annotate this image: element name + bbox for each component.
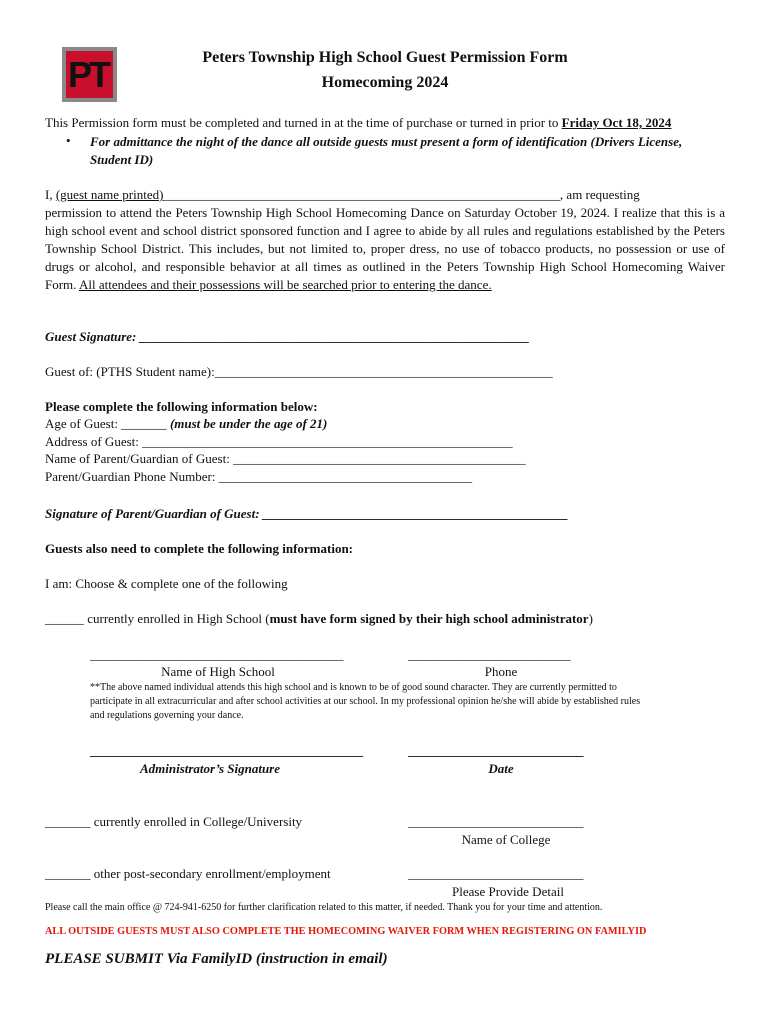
admin-date-blank[interactable]: ___________________________ <box>408 743 584 758</box>
parent-name-field[interactable]: Name of Parent/Guardian of Guest: _____________________________________________ <box>45 451 526 466</box>
info-heading: Please complete the following information below: <box>45 399 318 414</box>
admin-signature-label: Administrator’s Signature <box>139 761 281 776</box>
admin-signature-blank[interactable]: __________________________________________ <box>90 743 363 758</box>
hs-phone-label: Phone <box>484 664 518 679</box>
guest-name-blank[interactable]: _____________________________________________________________ <box>163 187 560 202</box>
hs-name-blank[interactable]: _______________________________________ <box>90 647 344 662</box>
college-name-blank[interactable]: ___________________________ <box>408 814 584 829</box>
form-subtitle: Homecoming 2024 <box>321 74 449 91</box>
submit-instruction: PLEASE SUBMIT Via FamilyID (instruction in email) <box>45 951 388 967</box>
hs-name-label: Name of High School <box>161 664 275 679</box>
bullet-icon: • <box>66 133 71 148</box>
admin-statement-line3: and regulations governing your dance. <box>90 710 244 721</box>
choose-instruction: I am: Choose & complete one of the following <box>45 576 288 591</box>
date-label: Date <box>488 761 514 776</box>
college-option[interactable]: _______ currently enrolled in College/University <box>45 814 303 829</box>
guest-name-line[interactable]: I, (guest name printed)_____________________________________________________________, am requesting <box>45 187 640 202</box>
pths-student-field[interactable]: Guest of: (PTHS Student name):____________________________________________________ <box>45 364 553 379</box>
id-notice-line2: Student ID) <box>90 152 154 167</box>
search-notice: All attendees and their possessions will be searched prior to entering the dance. <box>78 277 492 292</box>
hs-phone-blank[interactable]: _________________________ <box>408 647 571 662</box>
admin-statement-line1: **The above named individual attends this high school and is known to be of good sound character. They are currently permitted to <box>90 682 617 693</box>
agreement-paragraph: permission to attend the Peters Township High School Homecoming Dance on Saturday October 19, 2024. I realize that this is a high school event and school district sponsored function and I agree to abide by all rules and regulations established by the Peters Township School District. This includes, but not limited to, proper dress, no use of tobacco products, no possession or use of drugs or alcohol, and responsible behavior at all times as outlined in the Peters Township High School Homecoming Waiver Form. All attendees and their possessions will be searched prior to entering the dance. <box>45 205 725 292</box>
other-detail-blank[interactable]: ___________________________ <box>408 866 584 881</box>
hs-requirement: must have form signed by their high school administrator <box>269 611 589 626</box>
intro-text: This Permission form must be completed and turned in at the time of purchase or turned in prior to Friday Oct 18, 2024 <box>45 115 672 130</box>
other-option[interactable]: _______ other post-secondary enrollment/employment <box>45 866 331 881</box>
guest-signature-field[interactable]: Guest Signature: ____________________________________________________________ <box>45 329 530 344</box>
admin-statement-line2: participate in all extracurricular and after school activities at our school. In my professional opinion he/she will abide by established rules <box>90 696 641 707</box>
guest-name-label: (guest name printed) <box>55 187 164 202</box>
waiver-notice: ALL OUTSIDE GUESTS MUST ALSO COMPLETE THE HOMECOMING WAIVER FORM WHEN REGISTERING ON FAMILYID <box>45 926 647 937</box>
contact-note: Please call the main office @ 724-941-6250 for further clarification related to this matter, if needed. Thank you for your time and attention. <box>45 902 603 913</box>
age-field[interactable]: Age of Guest: _______ (must be under the age of 21) <box>45 416 328 431</box>
high-school-option[interactable]: ______ currently enrolled in High School (must have form signed by their high school administrator) <box>45 611 593 626</box>
parent-signature-field[interactable]: Signature of Parent/Guardian of Guest: _______________________________________________ <box>45 506 569 521</box>
form-title: Peters Township High School Guest Permission Form <box>202 49 568 66</box>
parent-phone-field[interactable]: Parent/Guardian Phone Number: _______________________________________ <box>45 469 473 484</box>
deadline-date: Friday Oct 18, 2024 <box>561 115 672 130</box>
address-field[interactable]: Address of Guest: _________________________________________________________ <box>45 434 513 449</box>
logo-text: PT <box>68 54 109 95</box>
guest-section-heading: Guests also need to complete the following information: <box>45 541 354 556</box>
college-name-label: Name of College <box>461 832 551 847</box>
id-notice-line1: For admittance the night of the dance all outside guests must present a form of identification (Drivers License, <box>90 134 683 149</box>
age-note: (must be under the age of 21) <box>169 416 328 431</box>
other-detail-label: Please Provide Detail <box>452 884 564 899</box>
